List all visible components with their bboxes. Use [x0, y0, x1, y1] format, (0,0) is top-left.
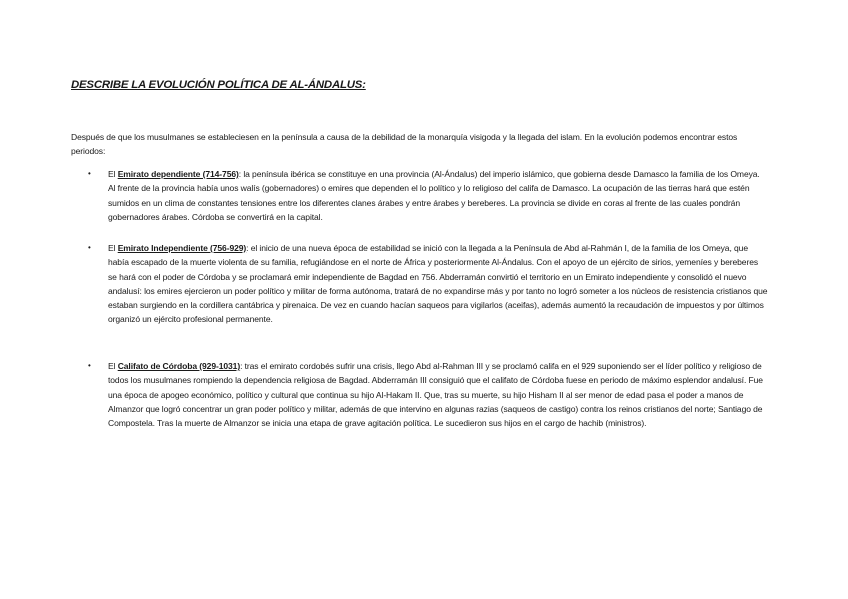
list-item-text	[108, 167, 768, 224]
list-item-lead: El	[108, 169, 118, 179]
period-description: : tras el emirato cordobés sufrir una crisis, llego Abd al-Rahman III y se proclamó califa en el 929 suponiendo ser el líder político y religioso de todos los musulmanes rompiendo la dependencia religiosa de Bagdad. Abderramán III consiguió que el califato de Córdoba fuese en periodo de máximo esplendor andalusí. Fue una época de apogeo económico, político y cultural que continua su hijo Al-Hakam II. Que, tras su muerte, su hijo Hisham II al ser menor de edad pasa el poder a manos de Almanzor que logró concentrar un gran poder político y militar, además de que intervino en algunas razias (saqueos de castigo) contra los reinos cristianos del norte; Santiago de Compostela. Tras la muerte de Almanzor se inicia una etapa de grave agitación política. Le sucedieron sus hijos en el cargo de hachib (ministros).	[108, 361, 763, 429]
period-term: Emirato dependiente (714-756)	[117, 169, 239, 179]
period-term: Califato de Córdoba (929-1031)	[117, 361, 241, 371]
list-item	[88, 241, 768, 327]
list-item-text	[108, 359, 768, 430]
period-description: : la península ibérica se constituye en una provincia (Al-Ándalus) del imperio islámico, que gobierna desde Damasco la familia de los Omeya. Al frente de la provincia había unos walís (gobernadores) o emires que dependen el lo político y lo religioso del califa de Damasco. La ocupación de las tierras hará que estén sumidos en un clima de constantes tensiones entre los diferentes clanes árabes y entre árabes y bereberes. La provincia se divide en coras al frente de las cuales pondrán gobernadores árabes. Córdoba se convertirá en la capital.	[108, 169, 760, 222]
bullet-icon: •	[88, 169, 91, 178]
period-term: Emirato Independiente (756-929)	[117, 243, 247, 253]
list-item	[88, 167, 768, 224]
bullet-icon: •	[88, 243, 91, 252]
list-item-text	[108, 241, 768, 327]
intro-paragraph: Después de que los musulmanes se estableciesen en la península a causa de la debilidad de la monarquía visigoda y la llegada del islam. En la evolución podemos encontrar estos periodos:	[71, 132, 738, 157]
period-description: : el inicio de una nueva época de estabilidad se inició con la llegada a la Península de Abd al-Rahmán I, de la familia de los Omeya, que había escapado de la muerte violenta de su familia, refugiándose en el norte de África y posteriormente Al-Ándalus. Con el apoyo de un ejército de sirios, yemeníes y bereberes se hará con el poder de Córdoba y se proclamará emir independiente de Bagdad en 756. Abderramán convirtió el territorio en un Emirato independiente y consolidó el nuevo andalusí: los emires ejercieron un poder político y militar de forma autónoma, tratará de no expandirse más y por tanto no logró someter a los núcleos de resistencia cristianos que estaban surgiendo en la cordillera cantábrica y pirenaica. De vez en cuando hacían saqueos para vigilarlos (aceifas), además aumentó la recaudación de impuestos y por últimos organizó un ejército profesional permanente.	[108, 243, 768, 325]
list-item	[88, 359, 768, 430]
document-title: DESCRIBE LA EVOLUCIÓN POLÍTICA DE AL-ÁNDALUS:	[71, 79, 366, 91]
bullet-icon: •	[88, 361, 91, 370]
list-item-lead: El	[108, 361, 118, 371]
list-item-lead: El	[108, 243, 118, 253]
